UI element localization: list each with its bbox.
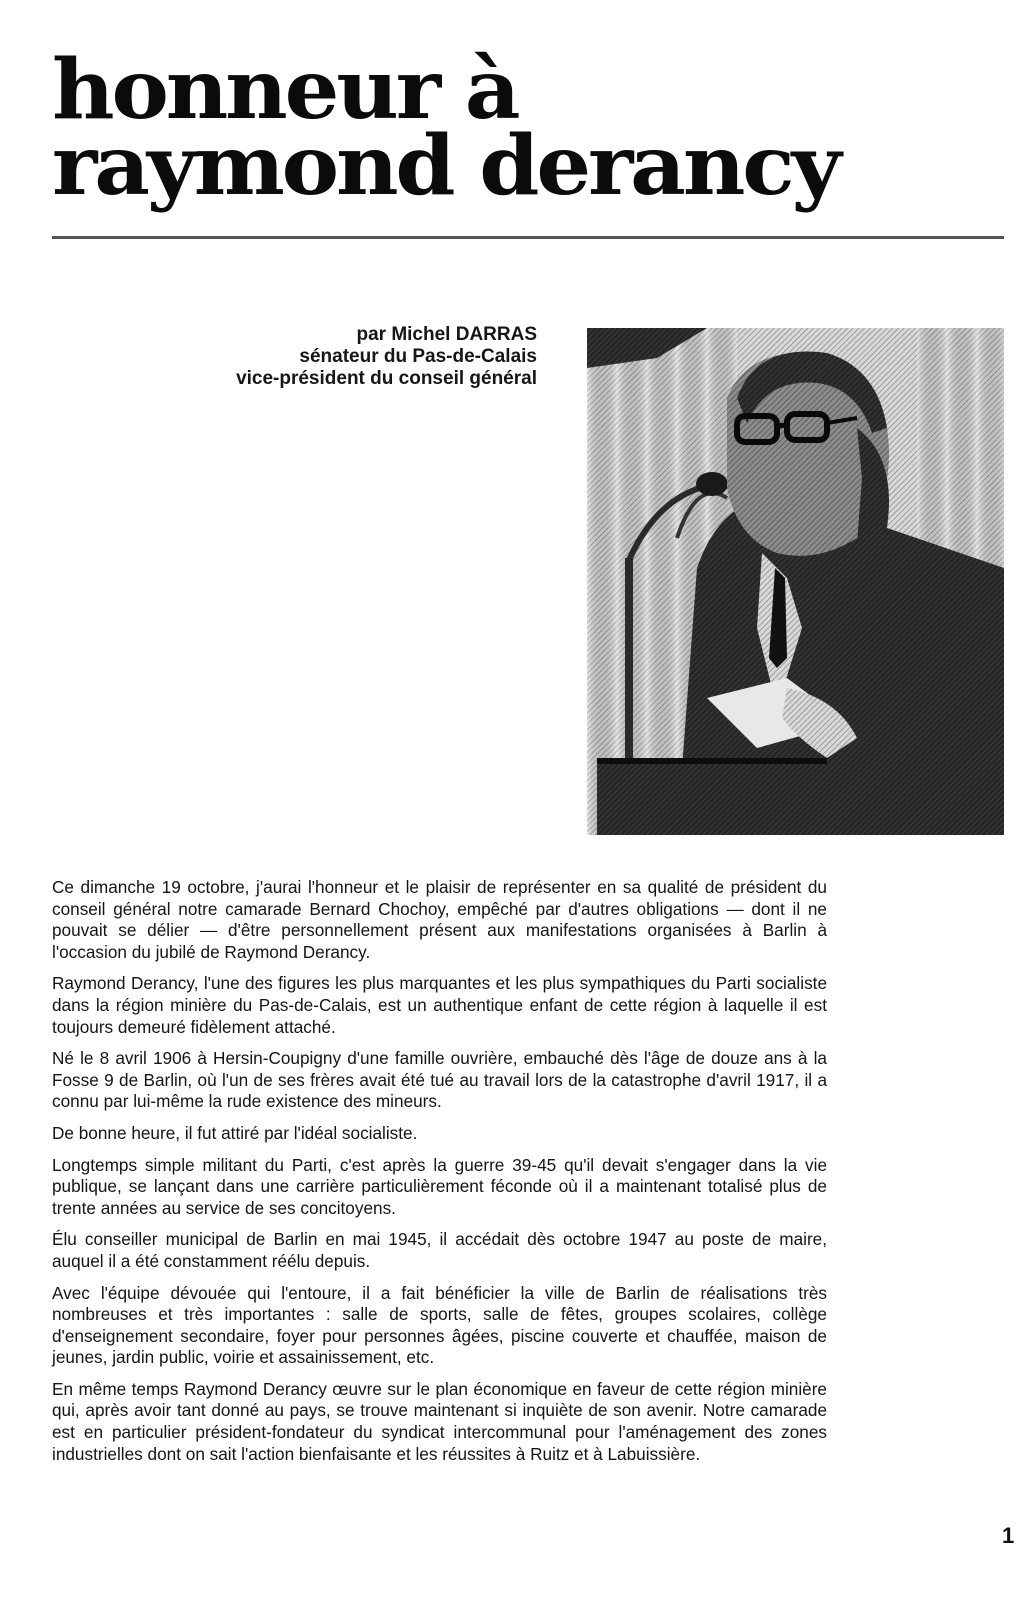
paragraph: Ce dimanche 19 octobre, j'aurai l'honneur et le plaisir de représenter en sa qualité de président du conseil général notre camarade Bernard Chochoy, empêché par d'autres obligations — dont il ne pouvait se délier — d'être personnellement présent aux manifestations organisées à Barlin à l'occasion du jubilé de Raymond Derancy. <box>52 877 827 962</box>
paragraph: Élu conseiller municipal de Barlin en mai 1945, il accédait dès octobre 1947 au poste de maire, auquel il a été constamment réélu depuis. <box>52 1229 827 1271</box>
byline-role-1: sénateur du Pas-de-Calais <box>299 346 537 367</box>
article-title <box>52 42 839 214</box>
paragraph: Né le 8 avril 1906 à Hersin-Coupigny d'une famille ouvrière, embauché dès l'âge de douze ans à la Fosse 9 de Barlin, où l'un de ses frères avait été tué au travail lors de la catastrophe d'avril 1917, il a connu par lui-même la rude existence des mineurs. <box>52 1048 827 1112</box>
paragraph: Avec l'équipe dévouée qui l'entoure, il a fait bénéficier la ville de Barlin de réalisations très nombreuses et très importantes : salle de sports, salle de fêtes, groupes scolaires, collège d'enseignement secondaire, foyer pour personnes âgées, piscine couverte et chauffée, maison de jeunes, jardin public, voirie et assainissement, etc. <box>52 1282 827 1368</box>
title-line-2: raymond derancy <box>52 118 839 214</box>
page-number: 1 <box>1002 1523 1015 1548</box>
paragraph: Raymond Derancy, l'une des figures les plus marquantes et les plus sympathiques du Parti socialiste dans la région minière du Pas-de-Calais, est un authentique enfant de cette région à laquelle il est toujours demeuré fidèlement attaché. <box>52 973 827 1037</box>
title-divider <box>52 236 1004 239</box>
speaker-photo <box>587 328 1004 835</box>
paragraph: De bonne heure, il fut attiré par l'idéal socialiste. <box>52 1122 418 1143</box>
paragraph: En même temps Raymond Derancy œuvre sur le plan économique en faveur de cette région minière qui, après avoir tant donné au pays, se trouve maintenant si inquiète de son avenir. Notre camarade est en particulier président-fondateur du syndicat intercommunal pour l'aménagement des zones industrielles dont on sait l'action bienfaisante et les réussites à Ruitz et à Labuissière. <box>52 1378 827 1464</box>
paragraph: Longtemps simple militant du Parti, c'est après la guerre 39-45 qu'il devait s'engager dans la vie publique, se lançant dans une carrière particulièrement féconde où il a maintenant totalisé plus de trente années au service de ses concitoyens. <box>52 1154 827 1218</box>
byline-role-2: vice-président du conseil général <box>236 368 537 389</box>
byline <box>236 324 537 390</box>
article-body <box>52 877 827 1475</box>
byline-author: par Michel DARRAS <box>356 324 537 345</box>
title-line-1: honneur à <box>52 42 518 138</box>
